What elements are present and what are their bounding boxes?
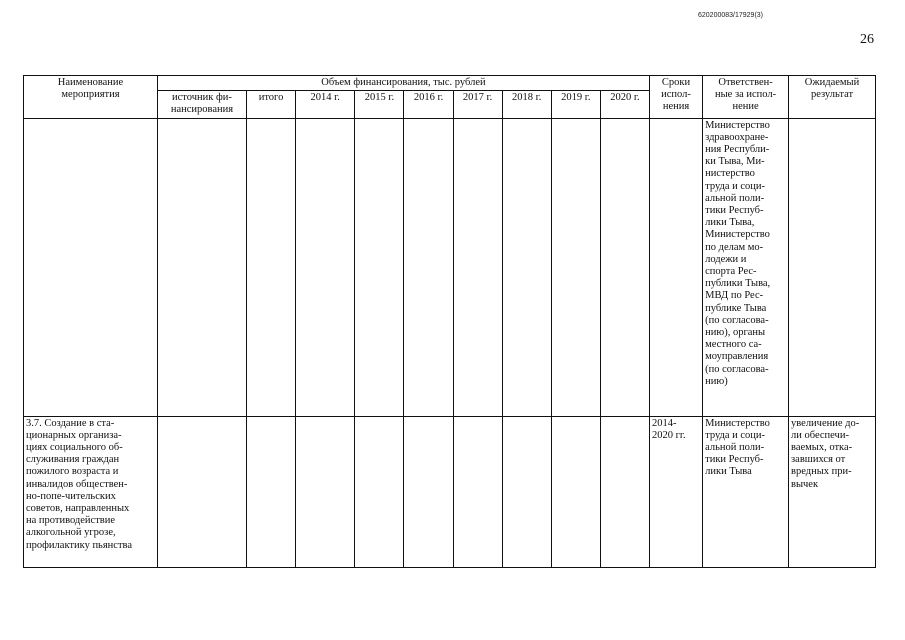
cell-result: увеличение до- ли обеспечи- ваемых, отка- завшихся от вредных при- вычек — [789, 416, 876, 567]
cell-total — [246, 118, 295, 416]
cell-2016 — [404, 416, 453, 567]
cell-2019 — [551, 416, 600, 567]
document-code: 620200083/17929(3) — [698, 12, 764, 19]
page-number: 26 — [860, 32, 874, 47]
header-source: источник фи- нансирования — [157, 91, 246, 118]
header-year-2015: 2015 г. — [355, 91, 404, 118]
cell-2014 — [296, 118, 355, 416]
header-year-2016: 2016 г. — [404, 91, 453, 118]
cell-name — [24, 118, 158, 416]
cell-2017 — [453, 416, 502, 567]
cell-2014 — [296, 416, 355, 567]
cell-source — [157, 118, 246, 416]
cell-total — [246, 416, 295, 567]
cell-2015 — [355, 416, 404, 567]
cell-result — [789, 118, 876, 416]
cell-source — [157, 416, 246, 567]
header-row-1 — [24, 76, 876, 91]
table-row — [24, 416, 876, 567]
cell-name: 3.7. Создание в ста- ционарных организа- циях социального об- служивания граждан пожилого возраста и инвалидов обществен- но-попе-чительских советов, направленных на противодействие алкогольной угрозе, профилактику пьянства — [24, 416, 158, 567]
header-result: Ожидаемый результат — [789, 76, 876, 119]
cell-2020 — [600, 118, 649, 416]
header-year-2020: 2020 г. — [600, 91, 649, 118]
cell-2020 — [600, 416, 649, 567]
header-year-2017: 2017 г. — [453, 91, 502, 118]
cell-responsible: Министерство здравоохране- ния Республи- ки Тыва, Ми- нистерство труда и соци- альной поли- тики Респуб- лики Тыва, Министерство по делам мо- лодежи и спорта Рес- публики Тыва, МВД по Рес- публике Тыва (по согласова- нию), органы местного са- моуправления (по согласова- нию) — [703, 118, 789, 416]
header-year-2019: 2019 г. — [551, 91, 600, 118]
header-year-2014: 2014 г. — [296, 91, 355, 118]
cell-terms: 2014- 2020 гг. — [649, 416, 702, 567]
header-financing-group: Объем финансирования, тыс. рублей — [157, 76, 649, 91]
cell-2018 — [502, 118, 551, 416]
cell-2018 — [502, 416, 551, 567]
cell-responsible: Министерство труда и соци- альной поли- тики Респуб- лики Тыва — [703, 416, 789, 567]
financing-table — [23, 75, 876, 568]
header-total: итого — [246, 91, 295, 118]
cell-2016 — [404, 118, 453, 416]
header-terms: Сроки испол- нения — [649, 76, 702, 119]
cell-2017 — [453, 118, 502, 416]
cell-terms — [649, 118, 702, 416]
header-year-2018: 2018 г. — [502, 91, 551, 118]
cell-2019 — [551, 118, 600, 416]
header-responsible: Ответствен- ные за испол- нение — [703, 76, 789, 119]
table-row — [24, 118, 876, 416]
header-name: Наименование мероприятия — [24, 76, 158, 119]
cell-2015 — [355, 118, 404, 416]
